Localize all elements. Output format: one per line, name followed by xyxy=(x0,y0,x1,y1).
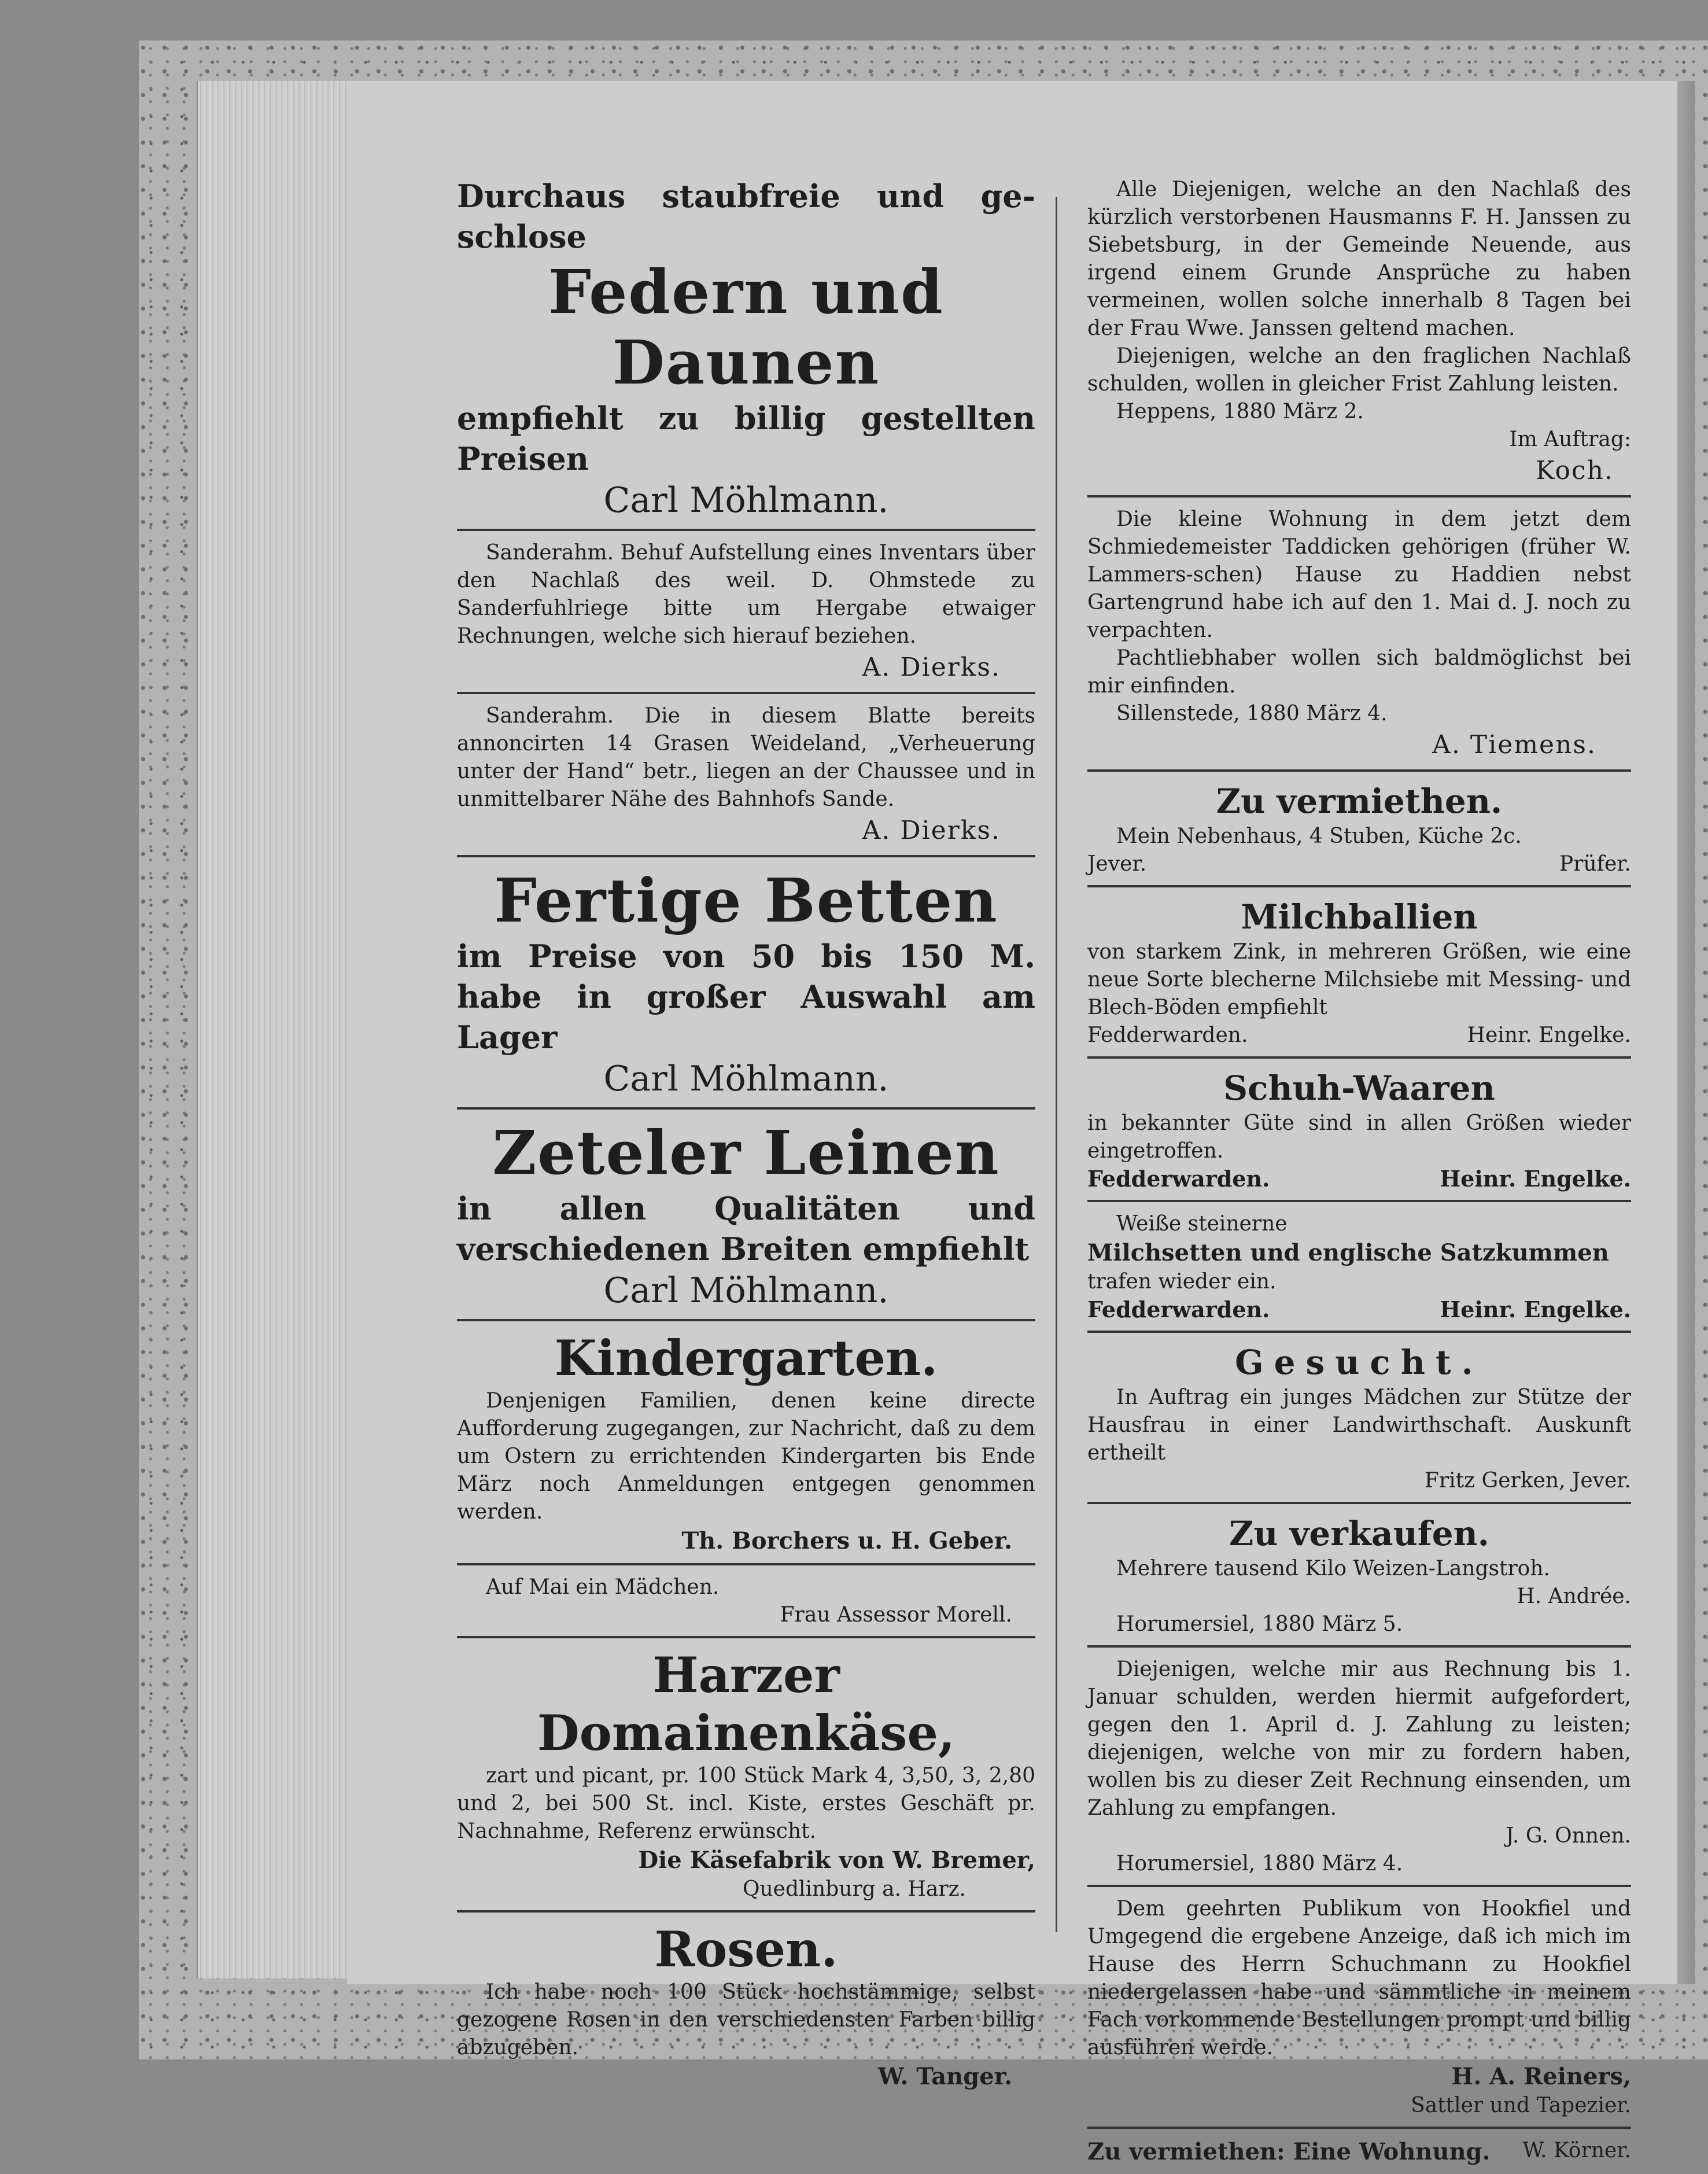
ad-intro: Weiße steinerne xyxy=(1116,1212,1288,1236)
ad-rechnung-onnen xyxy=(1087,1645,1631,1885)
ad-signature: Carl Möhlmann. xyxy=(603,480,889,521)
page-edges xyxy=(197,81,354,1978)
ad-signature: A. Tiemens. xyxy=(1432,730,1596,760)
ad-text: Denjenigen Familien, denen keine directe Aufforderung zugegangen, zur Nachricht, daß zu dem um Ostern zu errichtenden Kindergarten bis Ende März noch Anmeldungen entgegen genommen werden. xyxy=(457,1389,1035,1524)
ad-text: Sanderahm. Die in diesem Blatte bereits annoncirten 14 Grasen Weideland, „Verheuerung unter der Hand“ betr., liegen an der Chaussee und in unmittelbarer Nähe des Bahnhofs Sande. xyxy=(457,704,1035,811)
ad-gesucht xyxy=(1087,1331,1631,1502)
ad-headline: Fertige Betten xyxy=(494,865,998,936)
ad-headline: Zu verkaufen. xyxy=(1229,1514,1489,1553)
ad-text: Mehrere tausend Kilo Weizen-Langstroh. xyxy=(1116,1557,1550,1580)
ad-place: Sillenstede, 1880 März 4. xyxy=(1116,702,1388,725)
ad-signature: A. Dierks. xyxy=(862,653,1001,682)
ad-headline: Kindergarten. xyxy=(554,1329,938,1387)
ad-signature: H. A. Reiners, xyxy=(1451,2063,1631,2090)
ad-place: Horumersiel, 1880 März 5. xyxy=(1116,1612,1403,1636)
ad-signature: Heinr. Engelke. xyxy=(1440,1296,1631,1322)
ad-footer xyxy=(1087,850,1631,878)
ad-koerner xyxy=(1087,2127,1631,2174)
ad-text: Diejenigen, welche an den fraglichen Nachlaß schulden, wollen in gleicher Frist Zahlung leisten. xyxy=(1087,344,1631,396)
ad-rosen xyxy=(457,1910,1035,2099)
ad-schuh-waaren xyxy=(1087,1056,1631,1200)
ad-text: Diejenigen, welche mir aus Rechnung bis 1. Januar schulden, werden hiermit aufgefordert, gegen den 1. April d. J. Zahlung zu leisten; diejenigen, welche von mir zu fordern haben, wollen bis zu dieser Zeit Rechnung einsenden, um Zahlung zu empfangen. xyxy=(1087,1657,1631,1820)
left-column xyxy=(457,168,1035,2099)
ad-signature: Koch. xyxy=(1535,456,1614,485)
ad-headline: Milchsetten und englische Satzkummen xyxy=(1087,1239,1609,1266)
ad-zu-vermiethen xyxy=(1087,769,1631,885)
ad-signature-note: Im Auftrag: xyxy=(1509,428,1631,451)
ad-zu-verkaufen xyxy=(1087,1502,1631,1645)
ad-footer xyxy=(1087,1022,1631,1049)
column-divider xyxy=(1056,197,1057,1932)
ad-line: Durchaus staubfreie und ge-schlose xyxy=(457,178,1035,255)
ad-signature: Th. Borchers u. H. Geber. xyxy=(681,1527,1012,1554)
ad-signature: Prüfer. xyxy=(1559,852,1631,876)
ad-footer xyxy=(1087,2137,1631,2167)
ad-signature: H. Andrée. xyxy=(1517,1585,1631,1608)
ad-text: trafen wieder ein. xyxy=(1087,1270,1277,1294)
ad-text: Die kleine Wohnung in dem jetzt dem Schmiedemeister Taddicken gehörigen (früher W. Lammers-schen) Hause zu Haddien nebst Gartengrund habe ich auf den 1. Mai d. J. noch zu verpachten. xyxy=(1087,507,1631,642)
ad-harzer-kaese xyxy=(457,1636,1035,1910)
ad-milchsetten xyxy=(1087,1200,1631,1331)
ad-signature: Fritz Gerken, Jever. xyxy=(1424,1469,1631,1493)
ad-headline: Milchballien xyxy=(1241,897,1478,937)
ad-headline: Gesucht. xyxy=(1235,1343,1484,1382)
ad-reiners xyxy=(1087,1885,1631,2127)
ad-signature: Heinr. Engelke. xyxy=(1440,1166,1631,1192)
ad-text: in bekannter Güte sind in allen Größen wieder eingetroffen. xyxy=(1087,1111,1631,1163)
ad-signature: W. Körner. xyxy=(1522,2139,1631,2162)
ad-headline: Federn und Daunen xyxy=(548,256,944,398)
ad-signature: Carl Möhlmann. xyxy=(603,1270,889,1311)
ad-text: Auf Mai ein Mädchen. xyxy=(486,1575,720,1599)
ad-signature: Carl Möhlmann. xyxy=(603,1059,889,1099)
right-column xyxy=(1087,168,1631,2174)
ad-text: Ich habe noch 100 Stück hochstämmige, selbst gezogene Rosen in den verschiedensten Farben billig abzugeben. xyxy=(457,1980,1035,2059)
ad-text: in allen Qualitäten und verschiedenen Breiten empfiehlt xyxy=(457,1190,1035,1267)
ad-kindergarten xyxy=(457,1319,1035,1563)
ad-wohnung-haddien xyxy=(1087,495,1631,769)
ad-text: Alle Diejenigen, welche an den Nachlaß des kürzlich verstorbenen Hausmanns F. H. Janssen zu Siebetsburg, in der Gemeinde Neuende, aus irgend einem Grunde Ansprüche zu haben vermeinen, wollen solche innerhalb 8 Tagen bei der Frau Wwe. Janssen geltend machen. xyxy=(1087,178,1631,340)
ad-signature: Die Käsefabrik von W. Bremer, xyxy=(638,1847,1035,1874)
ad-headline: Rosen. xyxy=(654,1921,838,1978)
ad-signature: Heinr. Engelke. xyxy=(1467,1023,1631,1047)
ad-milchballien xyxy=(1087,885,1631,1056)
ad-footer xyxy=(1087,1165,1631,1193)
ad-place: Heppens, 1880 März 2. xyxy=(1116,400,1364,423)
ad-text: Dem geehrten Publikum von Hookfiel und Umgegend die ergebene Anzeige, daß ich mich im Hause des Herrn Schuchmann zu Hookfiel niedergelassen habe und sämmtliche in meinem Fach vorkommende Bestellungen prompt und billig ausführen werde. xyxy=(1087,1897,1631,2059)
newspaper-page xyxy=(347,81,1677,2165)
ad-zeteler-leinen xyxy=(457,1107,1035,1319)
ad-text: zart und picant, pr. 100 Stück Mark 4, 3,50, 3, 2,80 und 2, bei 500 St. incl. Kiste, erstes Geschäft pr. Nachnahme, Referenz erwünscht. xyxy=(457,1764,1035,1843)
ad-signature: J. G. Onnen. xyxy=(1506,1824,1631,1848)
ad-headline: Harzer Domainenkäse, xyxy=(537,1646,956,1762)
ad-place: Fedderwarden. xyxy=(1087,1296,1270,1322)
ad-place: Jever. xyxy=(1087,852,1147,876)
ad-text: von starkem Zink, in mehreren Größen, wie eine neue Sorte blecherne Milchsiebe mit Messing- und Blech-Böden empfiehlt xyxy=(1087,940,1631,1019)
ad-text: im Preise von 50 bis 150 M. habe in großer Auswahl am Lager xyxy=(457,938,1035,1056)
ad-nachlass-janssen xyxy=(1087,168,1631,495)
ad-text: In Auftrag ein junges Mädchen zur Stütze der Hausfrau in einer Landwirthschaft. Auskunft ertheilt xyxy=(1087,1386,1631,1465)
ad-text: Mein Nebenhaus, 4 Stuben, Küche 2c. xyxy=(1116,824,1522,848)
ad-headline: Schuh-Waaren xyxy=(1223,1068,1495,1108)
ad-place: Fedderwarden. xyxy=(1087,1023,1248,1047)
ad-text: Zu vermiethen: Eine Wohnung. xyxy=(1087,2138,1491,2165)
ad-text: Sanderahm. Behuf Aufstellung eines Inventars über den Nachlaß des weil. D. Ohmstede zu Sanderfuhlriege bitte um Hergabe etwaiger Rechnungen, welche sich hierauf beziehen. xyxy=(457,541,1035,648)
ad-line: empfiehlt zu billig gestellten Preisen xyxy=(457,400,1035,477)
ad-text: Pachtliebhaber wollen sich baldmöglichst bei mir einfinden. xyxy=(1087,646,1631,698)
ad-signature: W. Tanger. xyxy=(877,2063,1012,2090)
ad-weideland xyxy=(457,692,1035,855)
ad-signature-place: Quedlinburg a. Harz. xyxy=(742,1877,966,1901)
ad-signature: Frau Assessor Morell. xyxy=(780,1603,1012,1627)
ad-federn-daunen xyxy=(457,168,1035,529)
ad-inventar xyxy=(457,529,1035,692)
ad-footer xyxy=(1087,1296,1631,1324)
ad-maedchen xyxy=(457,1563,1035,1636)
ad-place: Horumersiel, 1880 März 4. xyxy=(1116,1852,1403,1875)
ad-place: Fedderwarden. xyxy=(1087,1166,1270,1192)
ad-signature: A. Dierks. xyxy=(862,816,1001,845)
ad-headline: Zeteler Leinen xyxy=(492,1117,1000,1188)
ad-headline: Zu vermiethen. xyxy=(1216,782,1503,821)
ad-fertige-betten xyxy=(457,855,1035,1107)
ad-signature-title: Sattler und Tapezier. xyxy=(1411,2094,1631,2117)
